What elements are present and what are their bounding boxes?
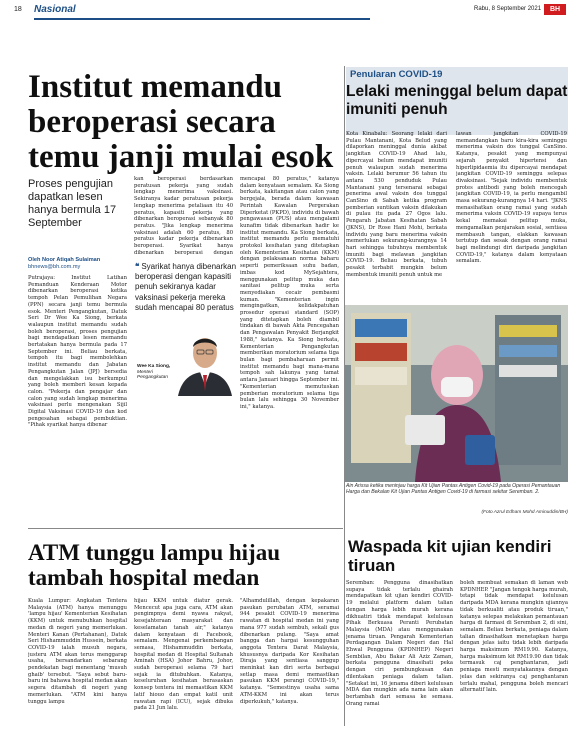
main-subhead: Proses pengujian dapatkan lesen hanya bermula 17 September [28, 178, 117, 229]
page-number: 18 [14, 6, 22, 13]
atm-column-3: "Alhamdulillah, dengan kepakaran pasukan perubatan ATM, seramai 944 pesakit COVID-19 menerima rawatan di hospital medan ini yang mana 977 sudah sembuh, sekali gus dibenarkan pulang. "Saya amat bangga dan hargai kesungguhan anggota Tentera Darat Malaysia, khususnya daripada Kor Kesihatan Diraja yang sentiasa sanggup meninkat kan diri serta berbagai setlap masa demi memastikan pasukan KKM perangi COVID-19," katanya. "Semestinya usaha sama ATM-KKM ini akan terus diperkukuh," katanya. [240, 598, 339, 705]
covid-column-1: Kota Kinabalu: Seorang lelaki dari Pulau Mantanani, Kota Belud yang dilaporkan meninggal dunia akibat jangkitan COVID-19 Ahad lalu, dipercayai belum mendapat imuniti penuh walaupun sudah menerima vaksin. Lelaki berumur 56 tahun itu antara 530 penduduk Pulau Mantanani yang tersenarai sebagai penerima awal vaksin dos tunggal CanSino di Sabah ketika program pemberian suntikan vaksin dilakukan di pulau itu pada 27 Ogos lalu. Pengarah Jabatan Kesihatan Sabah (JKNS), Dr Rose Hani Mohi, berkata individu yang baru menerima vaksin memerlukan sekurang-kurangnya 14 hari sehingga tubuhnya membentuk imuniti bagi melawan jangkitan COVID-19. Beliau berkata, tubuh pesakit terbabit mungkin belum membentuk imuniti penuh untuk me [346, 131, 447, 278]
section-title: Nasional [34, 4, 76, 15]
byline-name: Oleh Noor Atiqah Sulaiman [28, 257, 101, 263]
atm-column-1: Kuala Lumpur: Angkatan Tentera Malaysia (ATM) hanya menunggu 'lampu hijau' Kementerian Kesihatan (KKM) untuk menubuhkan hospital medan di negeri yang memerlukan. Menteri Kanan (Pertahanan), Datuk Seri Hishammuddin Hussein, berkata COVID-19 ialah musuh negara, justeru ATM akan terus menggarap usaha, bersandarkan sebarang pendekatan bagi menentang 'musuh ghaib' tersebut. "Saya sebut baru-baru ini bahawa hospital medan akan segera ditambah di negeri yang memerlukan. "ATM kini hanya tunggu lampu [28, 598, 127, 705]
atm-headline: ATM tunggu lampu hijau tambah hospital medan [28, 540, 281, 590]
pull-quote-text: Syarikat hanya dibenarkan beroperasi dengan kapasiti penuh sekiranya kadar vaksinasi pekerja mereka sudah mencapai 80 peratus [135, 262, 237, 312]
covid-headline: Lelaki meninggal belum dapat imuniti penuh [346, 83, 568, 118]
photo-caption: Ain Arissa ketika meninjau harga Kit Ujian Pantas Antigen Covid-19 pada Operasi Pemantauan Harga dan Bekalan Kit Ujian Pantas Antigen Covid-19 di farmasi sekitar Seremban. 2. [346, 483, 561, 496]
minister-portrait [172, 325, 238, 396]
page-header [0, 0, 580, 24]
caption-name: Wee Ka Siong, [137, 364, 171, 369]
waspada-headline: Waspada kit ujian kendiri tiruan [348, 537, 552, 575]
pharmacy-photo [345, 305, 568, 482]
section-rule [34, 18, 370, 20]
issue-date: Rabu, 8 September 2021 [474, 6, 542, 12]
waspada-column-1: Seremban: Pengguna dinasihatkan supaya tidak terlalu ghairah mendapatkan kit ujian kendiri COVID-19 melalui platform dalam talian dengan harga lebih murah kerana dikhuatiri tidak mendapat kelulusan Pihak Berkuasa Peranti Perubatan Malaysia (MDA) atau menggunakan jenama tiruan. Pengarah Kementerian Perdagangan Dalam Negeri dan Hal Ehwal Pengguna (KPDNHEP) Negeri Sembilan, Abu Bakar Ali Aziz Zaman, berkata pengguna dinasihati peka dengan ciri pembungkusan dan dilentakan peniaga dalam talian. "Setakat ini, 16 jenama diberi kelulusan MDA dan mungkin ada nama lain akan bertambah dari semasa ke semasa. Orang ramai [346, 580, 453, 707]
bh-logo: BH [544, 4, 566, 15]
main-headline: Institut memandu beroperasi secara temu janji mulai esok [28, 69, 334, 175]
portrait-caption [137, 364, 181, 381]
main-column-2: kan beroperasi berdasarkan peratusan pekerja yang sudah lengkap menerima vaksinasi. Sekiranya kadar peratusan pekerja lengkap menerima petaliaan itu 40 peratus, kapasiti pekerja yang dibenarkan beroperasi sebanyak 80 peratus. "Jika lengkap menerima vaksinasi adalah 60 peratus, 80 peratus kadar pekerja dibenarkan beroperasi. Syarikat hanya dibenarkan beroperasi dengan [134, 176, 233, 255]
covid-column-2: lawan jangkitan COVID-19 memandangkan baru kira-kira seminggu menerima vaksin dos tunggal CanSino. Katanya, pesakit yang mempunyai sejarah penyakit hipertensi dan hiperlipidaemia itu dipercayai mendapat jangkitan COVID-19 seminggu selepas divaksinasi. "Sejak individu membentuk protes antibodi yang boleh mencegah jangkitan COVID-19, ia perlu mengambil masa sekurang-kurangnya 14 hari. "JKNS menasihatkan orang ramai yang sudah menerima vaksin COVID-19 supaya terus kekal memakai pelitup muka, mengamalkan penjarakan sosial, sentiasa membasuh tangan, elakkan kawasan tertutup dan sesak dengan orang ramai bagi melindungi diri daripada jangkitan COVID-19," katanya dalam kenyataan semalam. [456, 131, 567, 265]
atm-column-2: hijau KKM untuk diatur gerak. Mencecut apa juga cara, ATM akan pengimpnya demi nyawa rakyat, kesejahteraan masyarakat dan keselamatan tanah air," katanya dalam kenyataan di Facebook, semalam. Mengenai perkembangan semasa, Hishammuddin berkata, hospital medan di Hospital Sultanah Aminah (HSA) Johor Bahru, Johor, sudah beroperasi selama 79 hari sejak ia ditubuhkan. Katanya, keseluruhan kesihatan berasaskan konsep tentera ini memastikan KKM latif hiouo dan empat katil unit rawatan rapi (ICU), sejak dibuka pada 21 Jun lalu. [134, 598, 233, 712]
main-column-1: Putrajaya: Institut Latihan Pemanduan Kenderaan Motor dibenarkan beroperasi ketika tempoh Pelan Pemulihan Negara (PPN) secara janji temu bermula esok. Menteri Pengangkutan, Datuk Seri Dr Wee Ka Siong, berkata walaupun institut memandu sudah boleh beroperasi, proses pengujian bagi mendapatkan lesen memandu bertatakan hanya bermula pada 17 September ini. Beliau berkata, tempoh itu bagi membolehkan institut memandu dan Jabatan Pengangkutan Jalan (JPJ) bersedia dan mengelakkan isu berkumpul yang boleh memberi kesan kepada calon. "Pekerja dan pengajar dan calon yang sudah lengkap menerima vaksinasi perlu mengenakan Sijil Digital Vaksinasi COVID-19 dan kod pengesahan sebagai pembuktian. "Pihak syarikat hanya dibenar [28, 275, 127, 429]
waspada-column-2: boleh membuat semakan di laman web KPDNHEP. "Jangan tengok harga murah, tetapi tidak mendapat kelulusan daripada MDA kerana mungkin ujiannya tidak berkualiti atau produk tiruan," katanya selepas melakukan pemantauan harga di farmasi di Seremban 2, di sini, semalam. Beliau berkata, peniaga dalam talian dinasihatkan menetapkan harga dengan jelas iaitu tidak lebih daripada harga maksimum RM19.90. Katanya, harga maksimum kit RM19.90 dan tidak termasuk caj penghantaran, jadi peniaga mesti menyatakannya dengan jelas dan sekiranya caj penghantaran terlalu mahal, pengguna boleh mencari alternatif lain. [460, 580, 568, 694]
photo-credit: (Foto Azrul Edham Mohd Aminuddin/BH) [481, 510, 568, 515]
byline-email: bhnews@bh.com.my [28, 264, 81, 270]
main-column-3: mencapai 80 peratus," katanya dalam kenyataan semalam. Ka Siong berkata, kakitangan atau calon yang bergejala, berada dalam kawasan Perintah Kawalan Pergerakan Diperketat (PKPD), individu di bawah pengawasan (PUS) atau mengalami kunafim tidak dibenarkan hadir ke institut memandu. Ka Siong berkata, institut memandu perlu mematuhi protokol kesihatan yang ditetapkan oleh Kementerian Kesihatan (KKM) dengan pelaksanaan norma baharu seperti pemeriksaan suhu badan, imbas kod MySejahtera, menggunakan pelitup muka dan sanitasi pelitup muka serta menyediakan cecair pembasmi kuman. "Kementerian ingin mengingatkan, kelidakpatuhan prosedur operasi standard (SOP) yang ditetapkan boleh diambil tindakan di bawah Akta Pencegahan dan Pengawalan Penyakit Berjangkit 1988," katanya. Ka Siong berkata, Kementerian Pengangkutan memberikan moratorium selama tiga bulan bagi pembaharuan permit institut memandu bagi mana-mana tempoh sah lakunya yang tamat antara Januari hingga September ini. "Kementerian memutuskan pemberian moratorium selama tiga bulan lalu sehingga 30 November ini," katanya. [240, 176, 339, 410]
story-divider [28, 528, 343, 529]
pull-quote [135, 262, 238, 313]
byline [28, 257, 100, 271]
caption-title: Menteri Pengangkutan [137, 369, 168, 381]
covid-category: Penularan COVID-19 [350, 69, 443, 80]
covid-category-bar [346, 67, 568, 81]
quote-mark-icon: ❝ [135, 262, 140, 271]
